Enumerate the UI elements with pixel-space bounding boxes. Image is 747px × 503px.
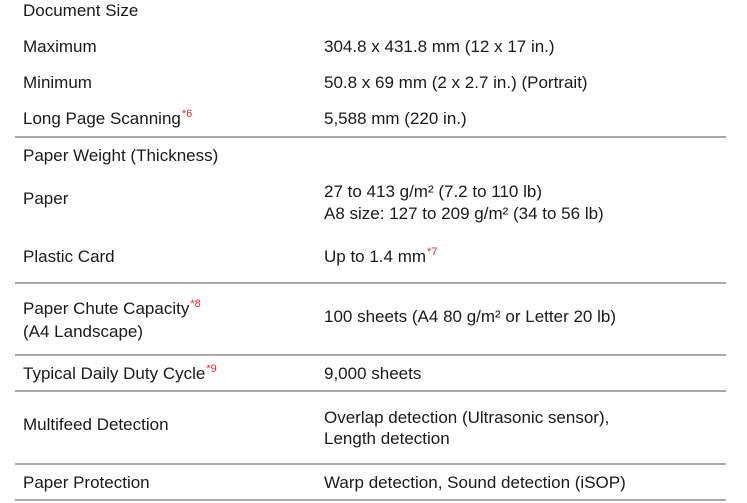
section-divider bbox=[15, 136, 726, 138]
minimum-label: Minimum bbox=[23, 73, 92, 92]
paper-weight-heading: Paper Weight (Thickness) bbox=[23, 146, 219, 165]
duty-cycle-label-wrap bbox=[23, 363, 217, 387]
plastic-card-label: Plastic Card bbox=[23, 247, 115, 266]
protection-label: Paper Protection bbox=[23, 473, 150, 492]
section-divider bbox=[15, 282, 726, 284]
minimum-value: 50.8 x 69 mm (2 x 2.7 in.) (Portrait) bbox=[324, 73, 588, 92]
maximum-value: 304.8 x 431.8 mm (12 x 17 in.) bbox=[324, 37, 555, 56]
multifeed-value-line2: Length detection bbox=[324, 429, 450, 448]
long-page-label-wrap bbox=[23, 108, 192, 132]
multifeed-value-line1: Overlap detection (Ultrasonic sensor), bbox=[324, 408, 610, 427]
footnote-8-marker: *8 bbox=[190, 298, 201, 310]
chute-capacity-value: 100 sheets (A4 80 g/m² or Letter 20 lb) bbox=[324, 307, 616, 326]
maximum-label: Maximum bbox=[23, 37, 97, 56]
protection-value: Warp detection, Sound detection (iSOP) bbox=[324, 473, 626, 492]
long-page-label: Long Page Scanning bbox=[23, 109, 181, 128]
footnote-7-marker: *7 bbox=[427, 246, 438, 258]
paper-label: Paper bbox=[23, 189, 69, 208]
section-divider bbox=[15, 354, 726, 356]
chute-capacity-label: Paper Chute Capacity bbox=[23, 299, 190, 318]
paper-value-line2: A8 size: 127 to 209 g/m² (34 to 56 lb) bbox=[324, 204, 604, 223]
duty-cycle-value: 9,000 sheets bbox=[324, 364, 422, 383]
section-divider bbox=[15, 499, 726, 501]
chute-capacity-label-wrap bbox=[23, 298, 201, 322]
plastic-card-value-wrap bbox=[324, 246, 437, 270]
document-size-heading: Document Size bbox=[23, 1, 139, 20]
duty-cycle-label: Typical Daily Duty Cycle bbox=[23, 364, 206, 383]
paper-value-line1: 27 to 413 g/m² (7.2 to 110 lb) bbox=[324, 182, 542, 201]
long-page-value: 5,588 mm (220 in.) bbox=[324, 109, 467, 128]
footnote-9-marker: *9 bbox=[206, 363, 217, 375]
section-divider bbox=[15, 390, 726, 392]
footnote-6-marker: *6 bbox=[181, 108, 193, 120]
chute-capacity-label-line2: (A4 Landscape) bbox=[23, 322, 144, 341]
section-divider bbox=[15, 463, 726, 465]
multifeed-label: Multifeed Detection bbox=[23, 415, 169, 434]
plastic-card-value: Up to 1.4 mm bbox=[324, 247, 427, 266]
